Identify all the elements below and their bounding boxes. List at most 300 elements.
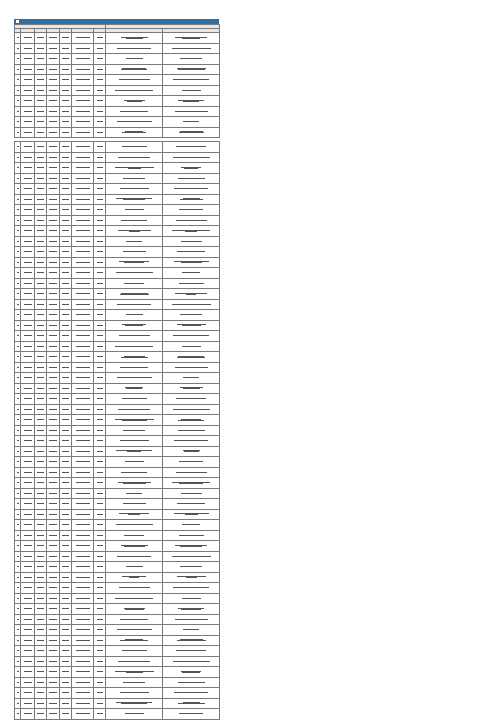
cell-text-stroke	[76, 650, 90, 651]
table-cell	[106, 373, 163, 384]
cell-text-stroke	[76, 703, 90, 704]
cell-text-stroke	[97, 293, 103, 294]
table-cell	[106, 54, 163, 65]
cell-text-stroke	[174, 188, 208, 189]
cell-text-stroke	[76, 79, 90, 80]
cell-text-stroke	[76, 48, 90, 49]
table-row	[15, 551, 220, 562]
table-cell	[72, 194, 94, 205]
cell-text-stroke	[24, 157, 32, 158]
cell-text-stroke	[97, 409, 103, 410]
cell-text-stroke	[24, 430, 32, 431]
cell-text-stroke	[76, 188, 90, 189]
cell-text-stroke	[37, 640, 44, 641]
cell-text-stroke	[176, 398, 206, 399]
cell-text-stroke	[76, 132, 90, 133]
table-cell	[21, 184, 35, 195]
table-cell	[47, 394, 60, 405]
cell-text-stroke	[174, 692, 208, 693]
cell-text-stroke	[97, 79, 103, 80]
cell-text-stroke	[37, 482, 44, 483]
table-cell	[35, 551, 47, 562]
table-cell	[94, 117, 106, 128]
cell-text-stroke	[62, 703, 69, 704]
table-cell	[94, 310, 106, 321]
cell-text-stroke	[62, 251, 69, 252]
cell-text-stroke	[76, 482, 90, 483]
table-row	[15, 117, 220, 128]
cell-text-stroke	[178, 420, 204, 421]
cell-text-stroke	[76, 493, 90, 494]
cell-text-stroke	[62, 451, 69, 452]
table-cell	[21, 33, 35, 44]
table-cell	[106, 509, 163, 520]
table-cell	[21, 583, 35, 594]
table-cell	[163, 698, 220, 709]
cell-text-stroke	[62, 409, 69, 410]
table-cell	[106, 698, 163, 709]
table-cell	[72, 205, 94, 216]
table-cell	[47, 698, 60, 709]
cell-text-stroke	[17, 598, 19, 599]
table-cell	[163, 289, 220, 300]
table-cell	[106, 478, 163, 489]
cell-text-stroke	[181, 493, 202, 494]
cell-text-stroke	[49, 713, 57, 714]
table-row	[15, 394, 220, 405]
table-cell	[60, 117, 72, 128]
table-row	[15, 625, 220, 636]
table-row	[15, 152, 220, 163]
cell-text-stroke	[62, 132, 69, 133]
table-cell	[60, 530, 72, 541]
cell-text-stroke	[62, 640, 69, 641]
table-cell	[35, 614, 47, 625]
table-cell	[72, 593, 94, 604]
table-cell	[72, 604, 94, 615]
cell-text-stroke	[76, 90, 90, 91]
table-cell	[60, 215, 72, 226]
table-cell	[72, 289, 94, 300]
cell-text-stroke	[17, 314, 19, 315]
table-row	[15, 646, 220, 657]
table-cell	[60, 96, 72, 107]
table-cell	[72, 667, 94, 678]
cell-text-stroke	[62, 48, 69, 49]
table-cell	[47, 467, 60, 478]
table-cell	[163, 331, 220, 342]
cell-text-stroke	[123, 430, 145, 431]
table-cell	[106, 268, 163, 279]
cell-text-stroke	[126, 566, 143, 567]
cell-text-stroke	[17, 262, 19, 263]
cell-text-stroke	[37, 167, 44, 168]
table-row	[15, 299, 220, 310]
table-row	[15, 205, 220, 216]
table-cell	[35, 677, 47, 688]
cell-text-stroke	[76, 157, 90, 158]
table-cell	[21, 299, 35, 310]
table-cell	[163, 467, 220, 478]
table-cell	[60, 572, 72, 583]
cell-text-stroke	[37, 241, 44, 242]
cell-text-stroke	[116, 524, 153, 525]
cell-text-stroke	[17, 608, 19, 609]
table-cell	[35, 142, 47, 153]
table-cell	[60, 362, 72, 373]
table-cell	[106, 415, 163, 426]
cell-text-stroke	[49, 314, 57, 315]
table-cell	[47, 425, 60, 436]
table-cell	[163, 614, 220, 625]
cell-text-stroke	[17, 650, 19, 651]
table-cell	[60, 625, 72, 636]
cell-text-stroke	[62, 629, 69, 630]
cell-text-stroke	[122, 398, 147, 399]
cell-text-stroke	[116, 272, 153, 273]
cell-text-stroke	[180, 199, 203, 200]
table-row	[15, 352, 220, 363]
cell-text-stroke	[24, 461, 32, 462]
table-cell	[94, 551, 106, 562]
cell-text-stroke	[97, 598, 103, 599]
cell-text-stroke	[97, 692, 103, 693]
table-cell	[163, 247, 220, 258]
table-cell	[72, 106, 94, 117]
cell-text-stroke	[121, 357, 148, 358]
cell-text-stroke	[62, 619, 69, 620]
cell-text-stroke	[115, 90, 153, 91]
cell-text-stroke	[182, 524, 200, 525]
cell-text-stroke	[62, 335, 69, 336]
table-cell	[21, 142, 35, 153]
cell-text-stroke	[76, 346, 90, 347]
table-cell	[94, 268, 106, 279]
cell-text-stroke	[49, 132, 57, 133]
cell-text-stroke	[24, 587, 32, 588]
cell-text-stroke	[182, 272, 200, 273]
cell-text-stroke	[17, 703, 19, 704]
cell-text-stroke	[62, 220, 69, 221]
table-cell	[72, 173, 94, 184]
cell-text-stroke	[97, 314, 103, 315]
table-cell	[72, 278, 94, 289]
cell-text-stroke	[125, 461, 144, 462]
table-cell	[60, 593, 72, 604]
table-cell	[47, 646, 60, 657]
cell-text-stroke	[17, 346, 19, 347]
table-cell	[21, 247, 35, 258]
table-cell	[106, 625, 163, 636]
cell-text-stroke	[117, 121, 152, 122]
cell-text-stroke	[177, 640, 206, 641]
cell-text-stroke	[174, 440, 208, 441]
cell-text-stroke	[49, 388, 57, 389]
cell-text-stroke	[62, 377, 69, 378]
table-row	[15, 436, 220, 447]
table-cell	[94, 604, 106, 615]
table-cell	[163, 194, 220, 205]
cell-text-stroke	[37, 157, 44, 158]
cell-text-stroke	[37, 132, 44, 133]
table-cell	[163, 457, 220, 468]
cell-text-stroke	[76, 199, 90, 200]
cell-text-stroke	[17, 587, 19, 588]
table-cell	[72, 467, 94, 478]
cell-text-stroke	[126, 241, 142, 242]
table-cell	[163, 709, 220, 720]
table-row	[15, 499, 220, 510]
table-cell	[94, 320, 106, 331]
cell-text-stroke	[37, 650, 44, 651]
table-cell	[106, 226, 163, 237]
cell-text-stroke	[17, 440, 19, 441]
table-cell	[163, 478, 220, 489]
cell-text-stroke	[37, 111, 44, 112]
table-cell	[94, 173, 106, 184]
cell-text-stroke	[24, 283, 32, 284]
table-cell	[47, 289, 60, 300]
cell-text-stroke	[62, 608, 69, 609]
cell-text-stroke	[49, 241, 57, 242]
table-cell	[21, 394, 35, 405]
cell-text-stroke	[125, 713, 144, 714]
cell-text-stroke	[37, 419, 44, 420]
table-cell	[94, 509, 106, 520]
cell-text-stroke	[37, 556, 44, 557]
cell-text-stroke	[76, 283, 90, 284]
cell-text-stroke	[76, 661, 90, 662]
table-row	[15, 562, 220, 573]
cell-text-stroke	[24, 111, 32, 112]
cell-text-stroke	[76, 640, 90, 641]
table-cell	[35, 64, 47, 75]
table-row	[15, 467, 220, 478]
cell-text-stroke	[173, 661, 210, 662]
cell-text-stroke	[97, 157, 103, 158]
cell-text-stroke	[62, 272, 69, 273]
cell-text-stroke	[179, 209, 203, 210]
table-cell	[94, 43, 106, 54]
cell-text-stroke	[37, 58, 44, 59]
table-cell	[35, 446, 47, 457]
table-row	[15, 688, 220, 699]
table-cell	[35, 530, 47, 541]
table-cell	[47, 383, 60, 394]
cell-text-stroke	[76, 587, 90, 588]
cell-text-stroke	[119, 335, 150, 336]
table-cell	[72, 425, 94, 436]
cell-text-stroke	[17, 111, 19, 112]
table-cell	[47, 667, 60, 678]
table-cell	[94, 75, 106, 86]
table-row	[15, 698, 220, 709]
table-cell	[60, 709, 72, 720]
table-cell	[94, 394, 106, 405]
cell-text-stroke	[37, 503, 44, 504]
table-row	[15, 127, 220, 138]
cell-text-stroke	[62, 146, 69, 147]
cell-text-stroke	[49, 430, 57, 431]
table-cell	[60, 352, 72, 363]
table-cell	[21, 688, 35, 699]
table-cell	[94, 341, 106, 352]
table-cell	[21, 572, 35, 583]
table-cell	[60, 488, 72, 499]
cell-text-stroke	[49, 650, 57, 651]
cell-text-stroke	[24, 346, 32, 347]
table-cell	[21, 541, 35, 552]
table-cell	[35, 394, 47, 405]
cell-text-stroke	[62, 650, 69, 651]
cell-text-stroke	[24, 79, 32, 80]
cell-text-stroke	[76, 388, 90, 389]
table-cell	[60, 646, 72, 657]
cell-text-stroke	[76, 100, 90, 101]
table-cell	[163, 362, 220, 373]
cell-text-stroke	[24, 58, 32, 59]
table-row	[15, 383, 220, 394]
table-cell	[35, 583, 47, 594]
table-cell	[94, 54, 106, 65]
table-cell	[35, 127, 47, 138]
table-cell	[60, 33, 72, 44]
table-cell	[47, 215, 60, 226]
cell-text-stroke	[49, 37, 57, 38]
table-cell	[106, 236, 163, 247]
table-cell	[47, 226, 60, 237]
cell-text-stroke	[118, 661, 150, 662]
table-cell	[163, 404, 220, 415]
cell-text-stroke	[49, 251, 57, 252]
cell-text-stroke	[76, 440, 90, 441]
cell-text-stroke	[76, 535, 90, 536]
cell-text-stroke	[49, 556, 57, 557]
cell-text-stroke	[125, 609, 144, 610]
cell-text-stroke	[175, 619, 208, 620]
cell-text-stroke	[180, 566, 202, 567]
cell-text-stroke	[97, 262, 103, 263]
table-cell	[106, 184, 163, 195]
cell-text-stroke	[17, 514, 19, 515]
cell-text-stroke	[24, 409, 32, 410]
table-cell	[94, 488, 106, 499]
table-cell	[35, 509, 47, 520]
table-cell	[163, 572, 220, 583]
cell-text-stroke	[177, 357, 205, 358]
cell-text-stroke	[97, 251, 103, 252]
cell-text-stroke	[120, 188, 149, 189]
table-cell	[21, 520, 35, 531]
table-cell	[60, 373, 72, 384]
cell-text-stroke	[17, 157, 19, 158]
table-cell	[163, 127, 220, 138]
table-cell	[94, 299, 106, 310]
table-cell	[72, 415, 94, 426]
table-cell	[21, 656, 35, 667]
table-cell	[47, 320, 60, 331]
cell-text-stroke	[24, 241, 32, 242]
table-cell	[72, 530, 94, 541]
table-cell	[21, 446, 35, 457]
table-cell	[35, 593, 47, 604]
table-cell	[106, 583, 163, 594]
table-cell	[47, 236, 60, 247]
table-row	[15, 530, 220, 541]
table-cell	[72, 236, 94, 247]
cell-text-stroke	[173, 157, 210, 158]
cell-text-stroke	[117, 377, 152, 378]
table-cell	[106, 530, 163, 541]
table-cell	[35, 488, 47, 499]
table-cell	[21, 341, 35, 352]
table-cell	[35, 709, 47, 720]
table-cell	[60, 656, 72, 667]
cell-text-stroke	[37, 493, 44, 494]
cell-text-stroke	[76, 503, 90, 504]
cell-text-stroke	[49, 90, 57, 91]
table-cell	[163, 106, 220, 117]
table-row	[15, 278, 220, 289]
table-cell	[94, 373, 106, 384]
cell-text-stroke	[175, 111, 208, 112]
cell-text-stroke	[37, 703, 44, 704]
cell-text-stroke	[37, 430, 44, 431]
table-cell	[35, 278, 47, 289]
cell-text-stroke	[120, 367, 148, 368]
cell-text-stroke	[120, 640, 148, 641]
table-cell	[60, 499, 72, 510]
cell-text-stroke	[62, 556, 69, 557]
table-cell	[163, 530, 220, 541]
cell-text-stroke	[181, 262, 202, 263]
table-cell	[72, 572, 94, 583]
cell-text-stroke	[24, 132, 32, 133]
table-cell	[35, 33, 47, 44]
cell-text-stroke	[49, 545, 57, 546]
table-row	[15, 236, 220, 247]
table-cell	[106, 709, 163, 720]
cell-text-stroke	[62, 283, 69, 284]
table-cell	[21, 509, 35, 520]
cell-text-stroke	[24, 629, 32, 630]
cell-text-stroke	[62, 111, 69, 112]
table-cell	[94, 163, 106, 174]
table-cell	[106, 106, 163, 117]
cell-text-stroke	[97, 535, 103, 536]
table-cell	[35, 352, 47, 363]
table-cell	[94, 593, 106, 604]
table-cell	[163, 163, 220, 174]
cell-text-stroke	[126, 493, 142, 494]
cell-text-stroke	[97, 682, 103, 683]
cell-text-stroke	[49, 262, 57, 263]
cell-text-stroke	[76, 461, 90, 462]
table-cell	[94, 520, 106, 531]
table-row	[15, 478, 220, 489]
cell-text-stroke	[37, 79, 44, 80]
cell-text-stroke	[76, 524, 90, 525]
table-cell	[35, 268, 47, 279]
cell-text-stroke	[126, 388, 142, 389]
cell-text-stroke	[24, 682, 32, 683]
cell-text-stroke	[76, 262, 90, 263]
cell-text-stroke	[24, 146, 32, 147]
table-cell	[163, 352, 220, 363]
cell-text-stroke	[17, 241, 19, 242]
table-cell	[35, 257, 47, 268]
table-cell	[94, 415, 106, 426]
